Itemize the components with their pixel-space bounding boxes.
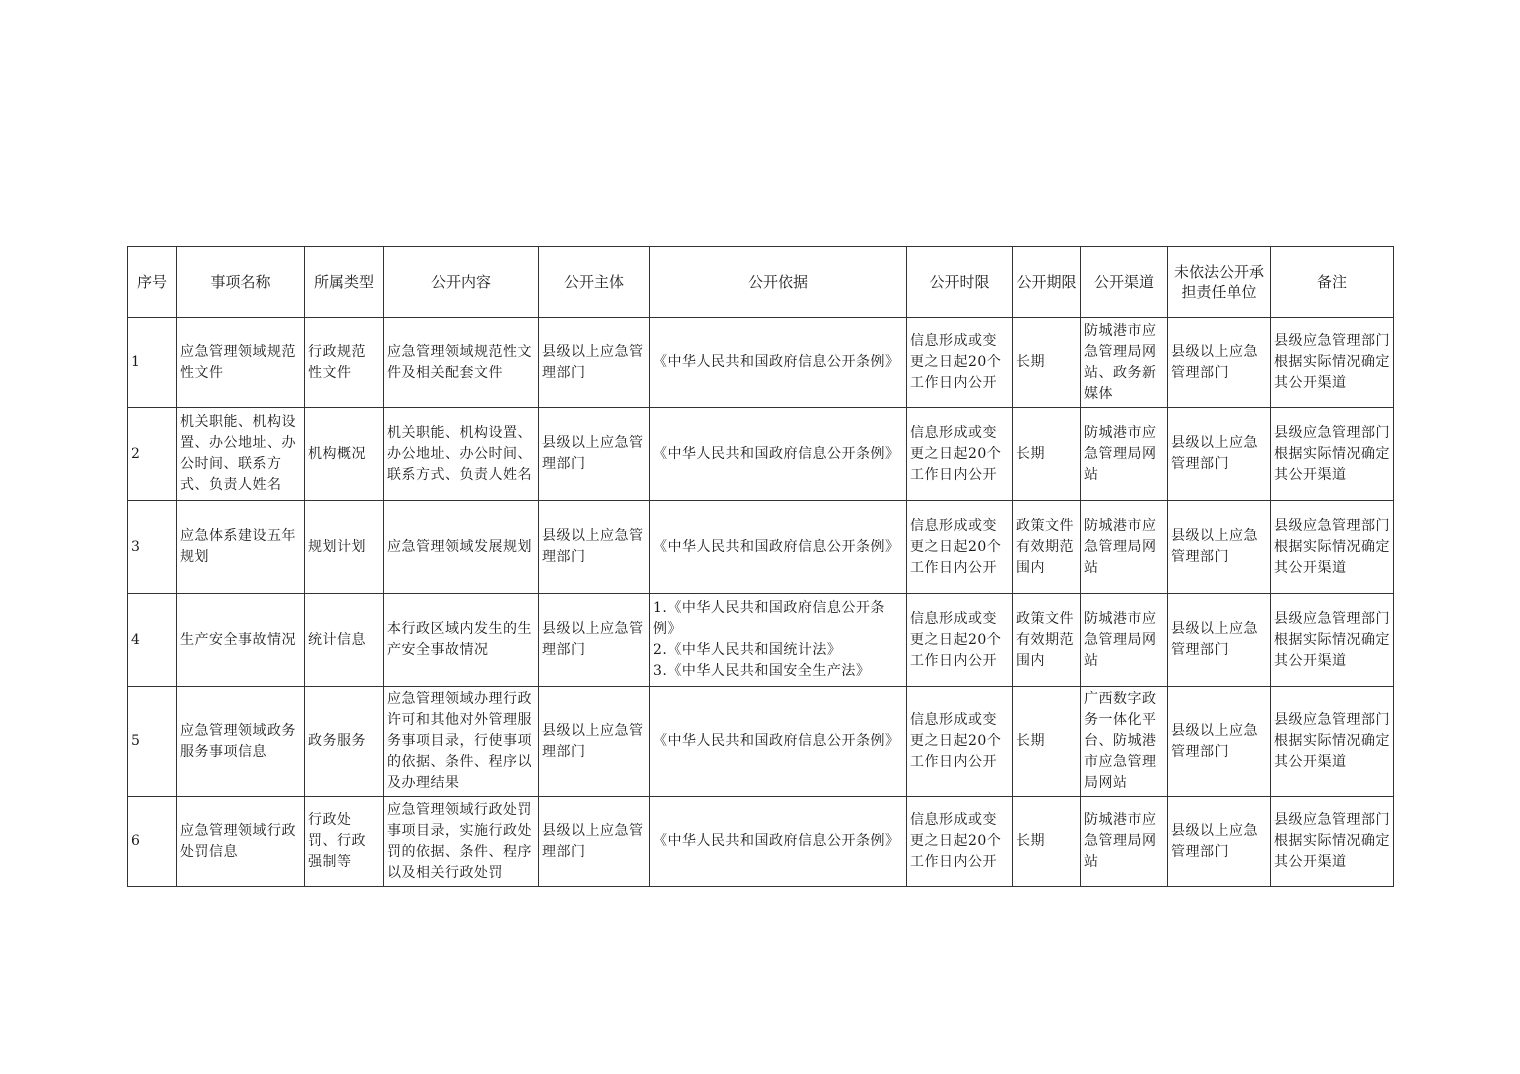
item-name: 应急体系建设五年规划 xyxy=(177,501,305,594)
table-row xyxy=(128,687,1394,797)
table-row xyxy=(128,408,1394,501)
item-type: 政务服务 xyxy=(305,687,384,797)
row-number: 6 xyxy=(128,797,177,887)
remark: 县级应急管理部门根据实际情况确定其公开渠道 xyxy=(1271,687,1394,797)
remark: 县级应急管理部门根据实际情况确定其公开渠道 xyxy=(1271,594,1394,687)
table-row xyxy=(128,318,1394,408)
header-cell: 备注 xyxy=(1271,247,1394,318)
time-limit: 信息形成或变更之日起20个工作日内公开 xyxy=(907,797,1013,887)
remark: 县级应急管理部门根据实际情况确定其公开渠道 xyxy=(1271,797,1394,887)
disclosure-period: 政策文件有效期范围内 xyxy=(1013,501,1081,594)
header-cell: 公开期限 xyxy=(1013,247,1081,318)
disclosure-content: 机关职能、机构设置、办公地址、办公时间、联系方式、负责人姓名 xyxy=(384,408,539,501)
basis-line: 《中华人民共和国政府信息公开条例》 xyxy=(653,833,900,849)
disclosure-basis xyxy=(650,594,907,687)
table-row xyxy=(128,797,1394,887)
disclosure-content: 应急管理领域办理行政许可和其他对外管理服务事项目录，行使事项的依据、条件、程序以及办理结果 xyxy=(384,687,539,797)
disclosure-content: 应急管理领域发展规划 xyxy=(384,501,539,594)
disclosure-basis xyxy=(650,408,907,501)
disclosure-basis xyxy=(650,797,907,887)
basis-line: 《中华人民共和国政府信息公开条例》 xyxy=(653,445,900,462)
disclosure-period: 长期 xyxy=(1013,408,1081,501)
time-limit: 信息形成或变更之日起20个工作日内公开 xyxy=(907,318,1013,408)
responsible-unit: 县级以上应急管理部门 xyxy=(1168,594,1271,687)
row-number: 3 xyxy=(128,501,177,594)
time-limit: 信息形成或变更之日起20个工作日内公开 xyxy=(907,408,1013,501)
basis-line: 《中华人民共和国政府信息公开条例》 xyxy=(653,354,900,370)
header-cell: 事项名称 xyxy=(177,247,305,318)
header-cell: 未依法公开承担责任单位 xyxy=(1168,247,1271,318)
disclosure-channel: 防城港市应急管理局网站 xyxy=(1081,408,1168,501)
row-number: 1 xyxy=(128,318,177,408)
item-type: 行政规范性文件 xyxy=(305,318,384,408)
disclosure-subject: 县级以上应急管理部门 xyxy=(539,797,650,887)
header-cell: 公开内容 xyxy=(384,247,539,318)
disclosure-channel: 防城港市应急管理局网站 xyxy=(1081,594,1168,687)
item-type: 规划计划 xyxy=(305,501,384,594)
item-type: 机构概况 xyxy=(305,408,384,501)
item-name: 应急管理领域规范性文件 xyxy=(177,318,305,408)
header-cell: 序号 xyxy=(128,247,177,318)
item-name: 生产安全事故情况 xyxy=(177,594,305,687)
disclosure-basis xyxy=(650,501,907,594)
remark: 县级应急管理部门根据实际情况确定其公开渠道 xyxy=(1271,501,1394,594)
table-row xyxy=(128,501,1394,594)
disclosure-period: 长期 xyxy=(1013,687,1081,797)
item-name: 应急管理领域政务服务事项信息 xyxy=(177,687,305,797)
disclosure-basis xyxy=(650,687,907,797)
row-number: 4 xyxy=(128,594,177,687)
header-cell: 公开主体 xyxy=(539,247,650,318)
item-type: 行政处罚、行政强制等 xyxy=(305,797,384,887)
disclosure-period: 长期 xyxy=(1013,797,1081,887)
disclosure-basis xyxy=(650,318,907,408)
time-limit: 信息形成或变更之日起20个工作日内公开 xyxy=(907,687,1013,797)
disclosure-channel: 防城港市应急管理局网站 xyxy=(1081,501,1168,594)
table-header-row xyxy=(128,247,1394,318)
disclosure-subject: 县级以上应急管理部门 xyxy=(539,594,650,687)
table-row xyxy=(128,594,1394,687)
disclosure-period: 长期 xyxy=(1013,318,1081,408)
disclosure-subject: 县级以上应急管理部门 xyxy=(539,687,650,797)
basis-line: 《中华人民共和国政府信息公开条例》 xyxy=(653,538,900,555)
disclosure-period: 政策文件有效期范围内 xyxy=(1013,594,1081,687)
disclosure-content: 本行政区域内发生的生产安全事故情况 xyxy=(384,594,539,687)
responsible-unit: 县级以上应急管理部门 xyxy=(1168,501,1271,594)
item-name: 应急管理领域行政处罚信息 xyxy=(177,797,305,887)
disclosure-subject: 县级以上应急管理部门 xyxy=(539,318,650,408)
time-limit: 信息形成或变更之日起20个工作日内公开 xyxy=(907,594,1013,687)
row-number: 5 xyxy=(128,687,177,797)
disclosure-content: 应急管理领域规范性文件及相关配套文件 xyxy=(384,318,539,408)
row-number: 2 xyxy=(128,408,177,501)
basis-line: 《中华人民共和国政府信息公开条例》 xyxy=(653,733,900,749)
remark: 县级应急管理部门根据实际情况确定其公开渠道 xyxy=(1271,318,1394,408)
disclosure-channel: 广西数字政务一体化平台、防城港市应急管理局网站 xyxy=(1081,687,1168,797)
time-limit: 信息形成或变更之日起20个工作日内公开 xyxy=(907,501,1013,594)
responsible-unit: 县级以上应急管理部门 xyxy=(1168,797,1271,887)
responsible-unit: 县级以上应急管理部门 xyxy=(1168,318,1271,408)
item-name: 机关职能、机构设置、办公地址、办公时间、联系方式、负责人姓名 xyxy=(177,408,305,501)
header-cell: 公开依据 xyxy=(650,247,907,318)
header-cell: 所属类型 xyxy=(305,247,384,318)
item-type: 统计信息 xyxy=(305,594,384,687)
header-cell: 公开渠道 xyxy=(1081,247,1168,318)
disclosure-table xyxy=(127,246,1394,887)
disclosure-content: 应急管理领域行政处罚事项目录，实施行政处罚的依据、条件、程序以及相关行政处罚 xyxy=(384,797,539,887)
disclosure-channel: 防城港市应急管理局网站、政务新媒体 xyxy=(1081,318,1168,408)
remark: 县级应急管理部门根据实际情况确定其公开渠道 xyxy=(1271,408,1394,501)
responsible-unit: 县级以上应急管理部门 xyxy=(1168,408,1271,501)
responsible-unit: 县级以上应急管理部门 xyxy=(1168,687,1271,797)
basis-line: 1.《中华人民共和国政府信息公开条例》 xyxy=(653,600,885,637)
basis-line: 2.《中华人民共和国统计法》 xyxy=(653,642,842,658)
disclosure-channel: 防城港市应急管理局网站 xyxy=(1081,797,1168,887)
basis-line: 3.《中华人民共和国安全生产法》 xyxy=(653,663,871,679)
disclosure-subject: 县级以上应急管理部门 xyxy=(539,408,650,501)
header-cell: 公开时限 xyxy=(907,247,1013,318)
disclosure-subject: 县级以上应急管理部门 xyxy=(539,501,650,594)
